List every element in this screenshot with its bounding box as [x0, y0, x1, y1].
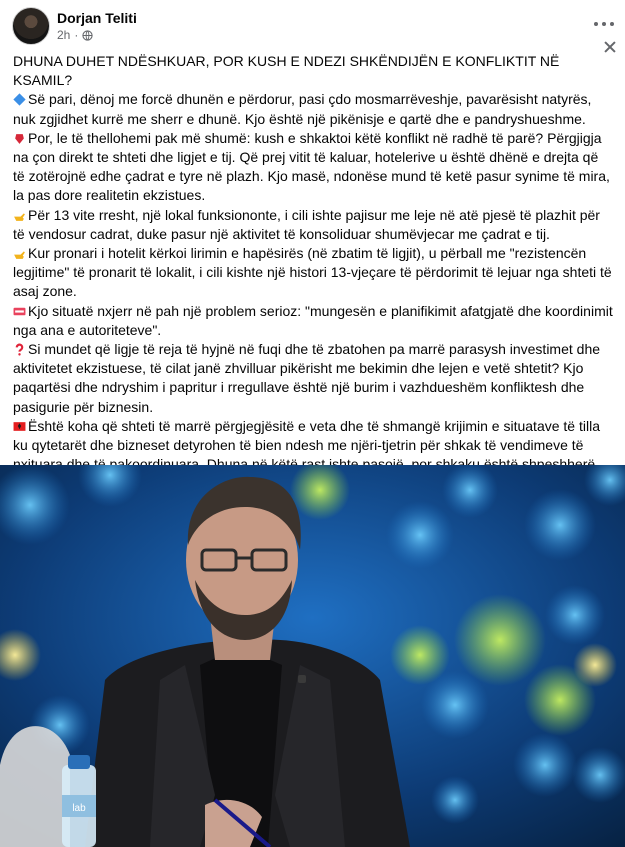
- blue-diamond-icon: [13, 93, 26, 106]
- paragraph-text: Por, le të thellohemi pak më shumë: kush e shkaktoi këtë konflikt në radhë të parë? Përgjigja na çon direkt te shteti dhe ligjet e tij. Që prej vitit të kaluar, hotelerive u është dhënë e drejta që të zotërojnë edhe çadrat e tyre në plazh. Kjo masë, ndonëse mund të ketë pasur synime të mira, la pas dore realitetin ekzistues.: [13, 129, 610, 204]
- albania-flag-icon: [13, 420, 26, 433]
- paragraph-text: Për 13 vite rresht, një lokal funksiononte, i cili ishte pajisur me leje në atë pjesë të plazhit për të vendosur cadrat, duke pasur një aktivitet të konsoliduar shumëvjecar me çadrat e tij.: [13, 206, 600, 242]
- post-paragraph: [13, 302, 613, 340]
- paragraph-text: Së pari, dënoj me forcë dhunën e përdorur, pasi çdo mosmarrëveshje, pavarësisht natyrës, nuk zgjidhet kurrë me sherr e dhunë. Kjo është një pikënisje e qartë dhe e pandryshueshme.: [13, 91, 592, 127]
- post-timestamp[interactable]: 2h: [57, 28, 71, 42]
- red-question-mark-icon: [13, 343, 26, 356]
- post-header: [0, 0, 625, 48]
- meta-separator: ·: [74, 28, 79, 42]
- paragraph-text: Kur pronari i hotelit kërkoi lirimin e hapësirës (në zbatim të ligjit), u përball me "rezistencën legjitime" të pronarit të lokalit, i cili kishte një histori 13-vjeçare të përdorimit të lejuar nga shteti të asaj zone.: [13, 245, 612, 300]
- paragraph-text: Kjo situatë nxjerr në pah një problem serioz: "mungesën e planifikimit afatgjatë dhe koordinimit nga ana e autoriteteve".: [13, 302, 613, 338]
- paragraph-text: Si mundet që ligje të reja të hyjnë në fuqi dhe të zbatohen pa marrë parasysh investimet dhe aktivitetet ekzistuese, të cilat janë zhvilluar pikërisht me bekimin dhe lejen e vetë shtetit? Kjo paqartësi dhe ndryshim i papritur i rregullave është një burim i vazhdueshëm konfliktesh dhe pasigurie për biznesin.: [13, 341, 601, 415]
- pointing-hand-icon: [13, 209, 26, 222]
- post-paragraph: [13, 340, 613, 417]
- post-paragraph: [13, 90, 613, 128]
- author-avatar[interactable]: [12, 7, 50, 45]
- author-name[interactable]: Dorjan Teliti: [57, 10, 137, 26]
- bottle-label: lab: [72, 803, 86, 814]
- post-title: DHUNA DUHET NDËSHKUAR, POR KUSH E NDEZI SHKËNDIJËN E KONFLIKTIT NË KSAMIL?: [13, 53, 560, 89]
- more-options-button[interactable]: [592, 14, 616, 34]
- paragraph-text: Është koha që shteti të marrë përgjegjësitë e veta dhe të shmangë krijimin e situatave të tilla ku qytetarët dhe bizneset detyrohen të bien ndesh me njëri-tjetrin për shkak të vendimeve të: [13, 417, 600, 454]
- post-meta: [57, 28, 93, 42]
- globe-icon: [82, 30, 93, 41]
- post-photo[interactable]: [0, 465, 625, 847]
- post-text: [13, 52, 613, 494]
- post-paragraph: [13, 206, 613, 244]
- pointing-hand-icon: [13, 247, 26, 260]
- post-paragraph: [13, 244, 613, 302]
- post-paragraph: [13, 129, 613, 206]
- red-marker-icon: [13, 132, 26, 145]
- sos-icon: [13, 305, 26, 318]
- studio-photo-illustration: [0, 465, 625, 847]
